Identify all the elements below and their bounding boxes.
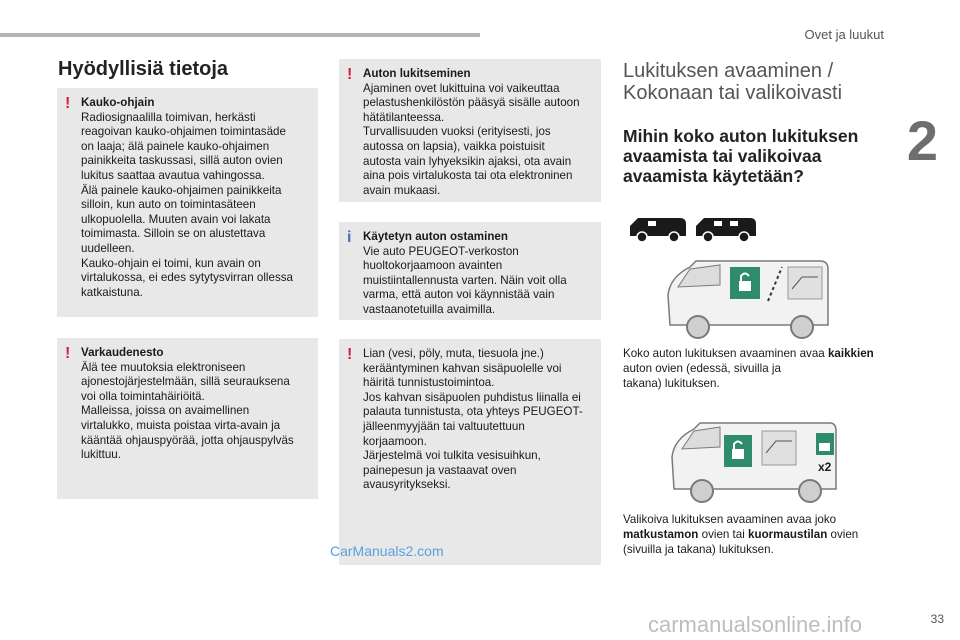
watermark-link[interactable]: CarManuals2.com	[330, 543, 444, 559]
x2-label: x2	[818, 460, 832, 474]
header-rule	[0, 33, 480, 37]
van-silhouettes-icon	[626, 212, 762, 244]
note-used-car	[339, 222, 601, 320]
watermark-text: carmanualsonline.info	[648, 612, 863, 637]
note-title: Käytetyn auton ostaminen	[363, 230, 508, 243]
van-selective-unlock-illustration	[664, 417, 840, 503]
full-unlock-text: Koko auton lukituksen avaaminen avaa kaikkien auton ovien (edessä, sivuilla ja takana) lukituksen.	[623, 347, 874, 390]
note-text: Ajaminen ovet lukittuina voi vaikeuttaa pelastushenkilöstön pääsyä sisälle autoon hätätilanteessa. Turvallisuuden vuoksi (erityisesti, jos autossa on lapsia), vaikka poistuisit autosta vain lyhyeksikin ajaksi, ota avain aina pois virtalukosta tai ota elektroninen avain mukaasi.	[363, 81, 580, 197]
chapter-number: 2	[906, 109, 938, 172]
info-icon: i	[347, 229, 352, 246]
page-title: Hyödyllisiä tietoja	[58, 58, 229, 80]
note-locking	[339, 59, 601, 202]
right-subheading: Mihin koko auton lukituksen avaamista tai valikoivaa avaamista käytetään?	[623, 126, 859, 186]
note-title: Varkaudenesto	[81, 346, 164, 359]
note-title: Auton lukitseminen	[363, 67, 471, 80]
selective-unlock-text: Valikoiva lukituksen avaaminen avaa joko matkustamon ovien tai kuormaustilan ovien (sivuilla ja takana) lukituksen.	[623, 513, 859, 556]
note-text: Vie auto PEUGEOT-verkoston huoltokorjaamoon avainten muistiintallennusta varten. Näin voit olla varma, että auton voi käynnistää vain vastaanotetuilla avaimilla.	[363, 244, 567, 316]
note-dirt	[339, 339, 601, 565]
note-anti-theft	[57, 338, 318, 499]
note-text: Älä tee muutoksia elektroniseen ajonestojärjestelmään, sillä seurauksena voi olla toimintahäiriöitä. Malleissa, joissa on avaimellinen virtalukko, muista poistaa virta-avain ja kääntää ohjauspyörää, jotta ohjauspylväs lukittuu.	[81, 360, 294, 462]
warning-icon: !	[65, 345, 71, 362]
note-title: Kauko-ohjain	[81, 96, 155, 109]
page-number: 33	[930, 612, 944, 626]
warning-icon: !	[65, 95, 71, 112]
note-text: Radiosignaalilla toimivan, herkästi reagoivan kauko-ohjaimen toimintasäde on laaja; älä painele kauko-ohjaimen painikkeita taskussasi, sillä auton ovien lukitus saattaa avautua vahingossa. Älä painele kauko-ohjaimen painikkeita silloin, kun auto on toimintasäteen ulkopuolella. Muuten avain voi lakata toimimasta. Silloin se on alustettava uudelleen. Kauko-ohjain ei toimi, kun avain on virtalukossa, ei edes sytytysvirran ollessa katkaistuna.	[81, 110, 293, 299]
note-text: Lian (vesi, pöly, muta, tiesuola jne.) kerääntyminen kahvan sisäpuolelle voi häiritä tunnistustoimintoa. Jos kahvan sisäpuolen puhdistus liinalla ei palauta tunnistusta, ota yhteys PEUGEOT- jälleenmyyjään tai valtuutettuun korjaamoon. Järjestelmä voi tulkita vesisuihkun, painepesun ja vastaavat oven avausyritykseksi.	[363, 347, 583, 492]
section-name: Ovet ja luukut	[804, 27, 884, 42]
van-full-unlock-illustration	[660, 255, 832, 339]
right-heading: Lukituksen avaaminen / Kokonaan tai valikoivasti	[623, 60, 843, 104]
warning-icon: !	[347, 66, 353, 83]
warning-icon: !	[347, 346, 353, 363]
note-remote-control	[57, 88, 318, 317]
